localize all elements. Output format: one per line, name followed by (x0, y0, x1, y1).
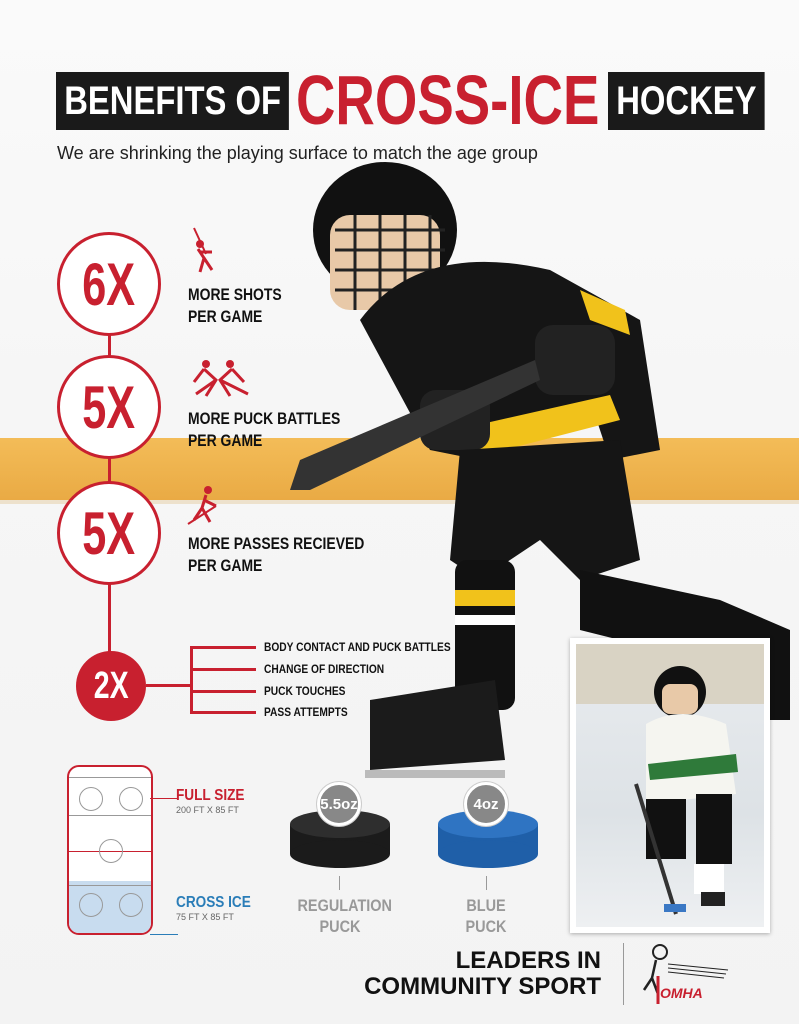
regulation-puck-label: REGULATION PUCK (297, 896, 392, 936)
regulation-puck-weight: 5.5oz (317, 782, 361, 826)
stat-label-passes (188, 533, 364, 577)
rink-diagram (67, 765, 153, 935)
subtitle: We are shrinking the playing surface to match the age group (57, 143, 538, 163)
2x-bracket (190, 646, 193, 712)
stat-value: 2X (93, 664, 129, 707)
stat-line2: PER GAME (188, 431, 263, 450)
stat-line2: PER GAME (188, 307, 263, 326)
stat-line2: PER GAME (188, 556, 263, 575)
title-part1: BENEFITS OF (56, 72, 289, 130)
stat-circle-battles (57, 355, 161, 459)
title-highlight: CROSS-ICE (296, 61, 600, 139)
2x-item: PUCK TOUCHES (264, 684, 346, 698)
stat-value: 5X (82, 373, 136, 441)
2x-branch (190, 646, 256, 649)
young-player-photo (576, 644, 764, 927)
footer-tagline (364, 948, 601, 1000)
full-size-dims: 200 FT X 85 FT (176, 805, 239, 815)
2x-item: CHANGE OF DIRECTION (264, 662, 385, 676)
stat-line1: MORE SHOTS (188, 285, 282, 304)
shooter-icon (188, 226, 220, 274)
tagline-line2: COMMUNITY SPORT (364, 973, 601, 1000)
blue-puck-label: BLUE PUCK (465, 896, 507, 936)
stat-label-shots (188, 284, 282, 328)
stat-circle-passes (57, 481, 161, 585)
stat-label-battles (188, 408, 340, 452)
inset-photo-frame (570, 638, 770, 933)
2x-item: BODY CONTACT AND PUCK BATTLES (264, 640, 451, 654)
cross-ice-label: CROSS ICE (176, 894, 251, 911)
cross-ice-dims: 75 FT X 85 FT (176, 912, 234, 922)
2x-item: PASS ATTEMPTS (264, 705, 348, 719)
full-size-label: FULL SIZE (176, 787, 245, 804)
stat-line1: MORE PASSES RECIEVED (188, 534, 365, 553)
2x-connector (146, 684, 192, 687)
stat-line1: MORE PUCK BATTLES (188, 409, 341, 428)
omha-logo-text: OMHA (660, 985, 703, 1001)
footer-divider (623, 943, 624, 1005)
title-part2: HOCKEY (608, 72, 765, 130)
2x-branch (190, 668, 256, 671)
stat-value: 5X (82, 499, 136, 567)
2x-branch (190, 711, 256, 714)
stat-circle-2x (76, 651, 146, 721)
stat-circle-shots (57, 232, 161, 336)
tagline-line1: LEADERS IN (455, 947, 601, 974)
puck-battle-icon (188, 358, 254, 398)
omha-logo (638, 942, 730, 1008)
stat-value: 6X (82, 250, 136, 318)
blue-puck-weight: 4oz (464, 782, 508, 826)
passer-icon (186, 484, 222, 526)
2x-branch (190, 690, 256, 693)
